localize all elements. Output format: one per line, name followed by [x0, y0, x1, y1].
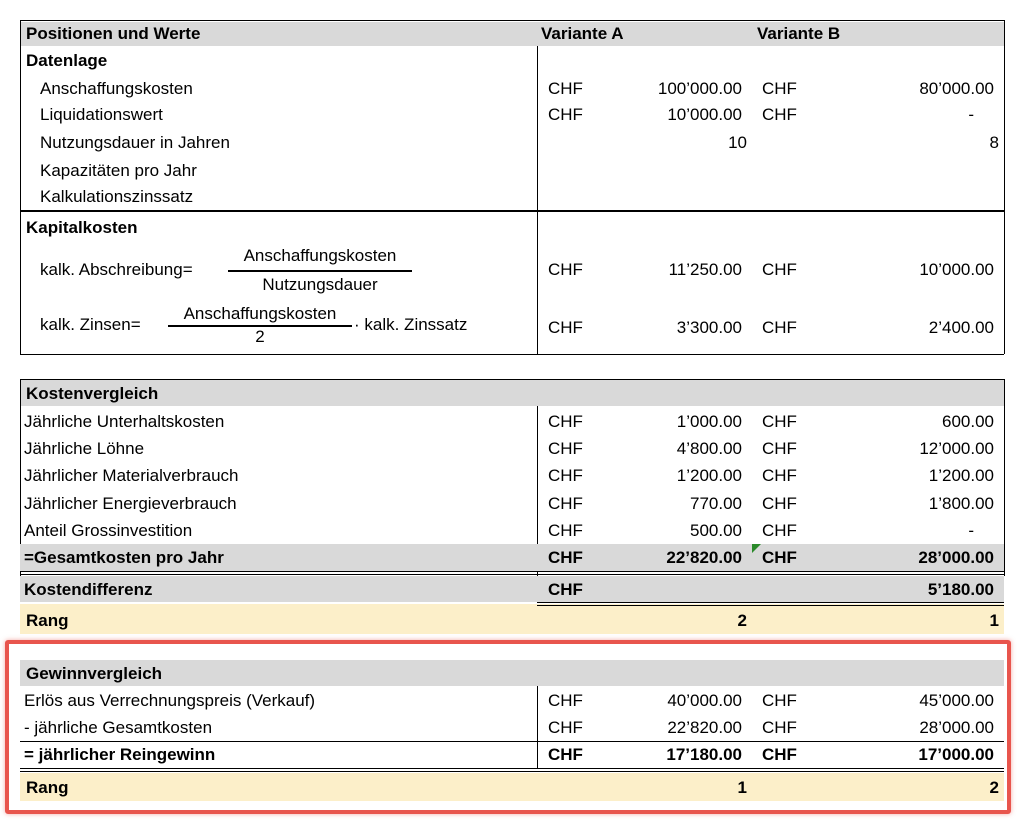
value-b: 8	[989, 133, 999, 152]
formula-denominator: Nutzungsdauer	[262, 275, 378, 294]
row-label: Kapazitäten pro Jahr	[40, 161, 197, 180]
value-a: 11’250.00	[668, 260, 742, 279]
double-line-bottom	[20, 771, 1004, 772]
rank-double-line	[537, 605, 1004, 606]
value-b: 1’800.00	[928, 494, 994, 513]
currency-a: CHF	[548, 260, 583, 279]
currency-b: CHF	[762, 494, 797, 513]
currency-b: CHF	[762, 466, 797, 485]
value-a: 3’300.00	[676, 318, 742, 337]
currency-a: CHF	[548, 412, 583, 431]
rank-b: 1	[989, 611, 999, 630]
currency-b: CHF	[762, 79, 797, 98]
value-a: 500.00	[690, 521, 742, 540]
difference-value: 5’180.00	[927, 580, 994, 599]
value-b: 28’000.00	[919, 718, 994, 737]
currency-a: CHF	[548, 439, 583, 458]
currency-a: CHF	[548, 548, 583, 567]
row-label: Anschaffungskosten	[40, 79, 193, 98]
row-label: Nutzungsdauer in Jahren	[40, 133, 230, 152]
column-divider	[537, 686, 538, 768]
rank-row-bg	[20, 604, 1004, 634]
formula-numerator: Anschaffungskosten	[183, 304, 337, 323]
value-b: 1’200.00	[928, 466, 994, 485]
currency-a: CHF	[548, 691, 583, 710]
header-variant-a: Variante A	[541, 24, 624, 43]
value-b: 80’000.00	[919, 79, 994, 98]
fraction-bar	[228, 270, 412, 272]
total-label: = jährlicher Reingewinn	[24, 745, 216, 764]
double-line-bottom	[20, 574, 1004, 575]
section-title-gewinnvergleich: Gewinnvergleich	[26, 664, 163, 683]
value-a: 10’000.00	[667, 105, 742, 124]
currency-a: CHF	[548, 718, 583, 737]
top-border	[20, 20, 1004, 21]
currency-b: CHF	[762, 439, 797, 458]
column-divider	[537, 46, 538, 354]
section-title-datenlage: Datenlage	[26, 51, 108, 70]
currency-a: CHF	[548, 105, 583, 124]
currency-b: CHF	[762, 691, 797, 710]
section-title-kostenvergleich: Kostenvergleich	[26, 384, 159, 403]
total-value-a: 17’180.00	[666, 745, 742, 764]
currency-b: CHF	[762, 105, 797, 124]
formula-suffix: · kalk. Zinssatz	[354, 315, 468, 334]
formula-prefix: kalk. Zinsen=	[40, 315, 141, 334]
left-border	[20, 20, 21, 354]
gewinnvergleich-header	[20, 660, 1004, 686]
value-a: 100’000.00	[657, 79, 742, 98]
sum-line	[20, 741, 1004, 742]
currency-b: CHF	[762, 718, 797, 737]
formula-prefix: kalk. Abschreibung=	[40, 260, 193, 279]
currency-b: CHF	[762, 318, 797, 337]
value-b: 10’000.00	[919, 260, 994, 279]
total-label: =Gesamtkosten pro Jahr	[24, 548, 224, 567]
row-label: Jährliche Unterhaltskosten	[24, 412, 225, 431]
row-label: Jährlicher Energieverbrauch	[24, 494, 237, 513]
rank-row-bg	[20, 773, 1004, 801]
row-label: Erlös aus Verrechnungspreis (Verkauf)	[24, 691, 316, 710]
row-label: Kalkulationszinssatz	[40, 187, 194, 206]
row-label: - jährliche Gesamtkosten	[24, 718, 213, 737]
section-title-kapitalkosten: Kapitalkosten	[26, 218, 138, 237]
currency-a: CHF	[548, 79, 583, 98]
value-a: 22’820.00	[667, 718, 742, 737]
value-a: 1’000.00	[676, 412, 742, 431]
total-value-a: 22’820.00	[666, 548, 742, 567]
section-divider	[20, 210, 1004, 212]
right-border	[1004, 20, 1005, 354]
rank-b: 2	[989, 778, 999, 797]
header-positions: Positionen und Werte	[26, 24, 201, 43]
rank-a: 1	[737, 778, 747, 797]
rank-a: 2	[737, 611, 747, 630]
difference-label: Kostendifferenz	[24, 580, 153, 599]
currency-a: CHF	[548, 745, 583, 764]
currency-b: CHF	[762, 260, 797, 279]
rank-label: Rang	[26, 778, 69, 797]
value-a: 10	[728, 133, 747, 152]
currency-a: CHF	[548, 318, 583, 337]
rank-double-line	[537, 602, 1004, 603]
row-label: Jährliche Löhne	[24, 439, 145, 458]
section-top-border	[20, 379, 1004, 380]
value-b: 600.00	[942, 412, 994, 431]
value-b: 12’000.00	[919, 439, 994, 458]
double-line-top	[20, 768, 1004, 769]
right-border	[1004, 379, 1005, 576]
value-a: 4’800.00	[676, 439, 742, 458]
value-b: 45’000.00	[919, 691, 994, 710]
value-b: -	[968, 521, 974, 540]
formula-numerator: Anschaffungskosten	[243, 246, 397, 265]
formula-denominator: 2	[255, 327, 265, 346]
value-b: -	[968, 105, 974, 124]
total-value-b: 28’000.00	[918, 548, 994, 567]
row-label: Liquidationswert	[40, 105, 163, 124]
value-a: 1’200.00	[676, 466, 742, 485]
currency-b: CHF	[762, 548, 797, 567]
difference-row-bg	[20, 576, 1004, 602]
double-line-top	[20, 571, 1004, 572]
value-a: 770.00	[690, 494, 742, 513]
currency-b: CHF	[762, 412, 797, 431]
section-bottom-border	[20, 354, 1004, 355]
kostenvergleich-header	[20, 380, 1004, 406]
currency-a: CHF	[548, 494, 583, 513]
row-label: Anteil Grossinvestition	[24, 521, 193, 540]
currency-b: CHF	[762, 745, 797, 764]
rank-label: Rang	[26, 611, 69, 630]
currency-a: CHF	[548, 521, 583, 540]
total-value-b: 17’000.00	[918, 745, 994, 764]
difference-currency: CHF	[548, 580, 583, 599]
value-b: 2’400.00	[928, 318, 994, 337]
header-variant-b: Variante B	[757, 24, 841, 43]
row-label: Jährlicher Materialverbrauch	[24, 466, 239, 485]
currency-a: CHF	[548, 466, 583, 485]
currency-b: CHF	[762, 521, 797, 540]
value-a: 40’000.00	[667, 691, 742, 710]
